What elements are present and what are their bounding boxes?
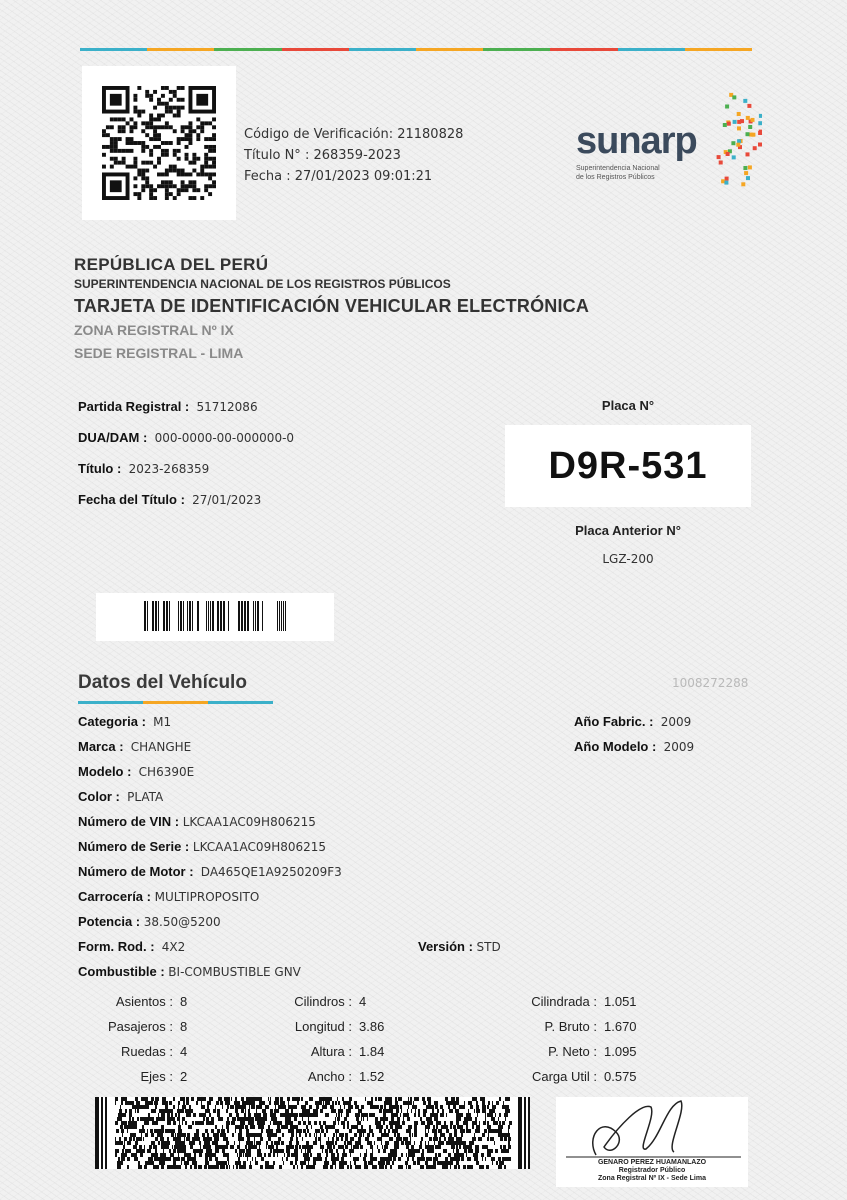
color-stripe — [349, 48, 416, 51]
titulo-value: 2023-268359 — [128, 462, 210, 476]
cilindros-value: 4 — [359, 994, 367, 1009]
header-color-rule — [80, 48, 752, 51]
categoria-label: Categoria : — [78, 714, 146, 729]
motor-label: Número de Motor : — [78, 864, 194, 879]
modelo-row — [78, 764, 194, 779]
barcode-box — [96, 593, 334, 641]
modelo-label: Modelo : — [78, 764, 132, 779]
pdf417-barcode-box — [95, 1097, 530, 1169]
ruedas-label: Ruedas : — [120, 1044, 173, 1059]
section-underline — [78, 701, 273, 704]
ancho-label: Ancho : — [307, 1069, 352, 1084]
color-stripe — [685, 48, 752, 51]
anio-modelo-value: 2009 — [663, 740, 695, 754]
carroceria-label: Carrocería : — [78, 889, 151, 904]
version-label: Versión : — [418, 939, 473, 954]
pasajeros-value: 8 — [180, 1019, 188, 1034]
categoria-row — [78, 714, 171, 729]
combustible-value: BI-COMBUSTIBLE GNV — [168, 965, 301, 979]
longitud-value: 3.86 — [359, 1019, 385, 1034]
asientos-value: 8 — [180, 994, 188, 1009]
color-stripe — [618, 48, 685, 51]
vin-row — [78, 814, 316, 829]
plate-box — [505, 425, 751, 507]
color-stripe — [416, 48, 483, 51]
document-id: 1008272288 — [672, 676, 749, 690]
modelo-value: CH6390E — [138, 765, 195, 779]
carga-util-value: 0.575 — [604, 1069, 637, 1084]
ancho-value: 1.52 — [359, 1069, 385, 1084]
color-stripe — [550, 48, 617, 51]
ejes-value: 2 — [180, 1069, 188, 1084]
vin-label: Número de VIN : — [78, 814, 180, 829]
title-number: Título N° : 268359-2023 — [244, 148, 401, 163]
color-stripe — [282, 48, 349, 51]
cilindrada-label: Cilindrada : — [531, 994, 597, 1009]
color-label: Color : — [78, 789, 120, 804]
marca-label: Marca : — [78, 739, 124, 754]
fecha-titulo-row — [78, 492, 261, 507]
signature-box — [556, 1097, 748, 1187]
logo-subtitle-line-1: Superintendencia Nacional — [576, 165, 660, 172]
signatory-block — [556, 1159, 748, 1183]
pneto-label: P. Neto : — [548, 1044, 597, 1059]
dua-row — [78, 430, 294, 445]
titulo-label: Título : — [78, 461, 122, 476]
seat-heading: SEDE REGISTRAL - LIMA — [74, 345, 244, 361]
altura-label: Altura : — [310, 1044, 352, 1059]
qr-code-icon — [102, 86, 216, 200]
issue-date: Fecha : 27/01/2023 09:01:21 — [244, 169, 433, 184]
vehicle-section-title: Datos del Vehículo — [78, 672, 247, 693]
zone-heading: ZONA REGISTRAL Nº IX — [74, 322, 234, 338]
motor-row — [78, 864, 342, 879]
altura-value: 1.84 — [359, 1044, 385, 1059]
republic-heading: REPÚBLICA DEL PERÚ — [74, 255, 269, 274]
asientos-label: Asientos : — [115, 994, 173, 1009]
vin-value: LKCAA1AC09H806215 — [182, 815, 316, 829]
pasajeros-label: Pasajeros : — [107, 1019, 173, 1034]
dua-value: 000-0000-00-000000-0 — [154, 431, 295, 445]
potencia-value: 38.50@5200 — [143, 915, 221, 929]
combustible-label: Combustible : — [78, 964, 165, 979]
motor-value: DA465QE1A9250209F3 — [200, 865, 342, 879]
dua-label: DUA/DAM : — [78, 430, 148, 445]
logo-wordmark: sunarp — [576, 120, 697, 162]
cilindrada-value: 1.051 — [604, 994, 637, 1009]
pbruto-value: 1.670 — [604, 1019, 637, 1034]
titulo-row — [78, 461, 209, 476]
logo-subtitle — [576, 164, 660, 182]
partida-row — [78, 399, 258, 414]
cilindros-label: Cilindros : — [294, 994, 352, 1009]
marca-value: CHANGHE — [130, 740, 192, 754]
verification-block — [244, 124, 463, 187]
anio-fabric-row — [574, 714, 691, 729]
color-stripe — [483, 48, 550, 51]
potencia-row — [78, 914, 221, 929]
ejes-label: Ejes : — [140, 1069, 173, 1084]
marca-row — [78, 739, 191, 754]
serie-row — [78, 839, 326, 854]
previous-plate-label: Placa Anterior N° — [575, 523, 681, 538]
serie-value: LKCAA1AC09H806215 — [192, 840, 327, 854]
plate-label: Placa N° — [601, 398, 655, 413]
previous-plate-value: LGZ-200 — [602, 552, 654, 566]
formrod-value: 4X2 — [161, 940, 186, 954]
combustible-row — [78, 964, 301, 979]
qr-code-box — [82, 66, 236, 220]
potencia-label: Potencia : — [78, 914, 141, 929]
sunarp-logo — [570, 82, 765, 192]
color-stripe — [147, 48, 214, 51]
card-title: TARJETA DE IDENTIFICACIÓN VEHICULAR ELECTRÓNICA — [74, 296, 590, 316]
partida-value: 51712086 — [196, 400, 258, 414]
version-value: STD — [476, 940, 501, 954]
pdf417-barcode-icon — [95, 1097, 530, 1169]
anio-modelo-label: Año Modelo : — [574, 739, 657, 754]
plate-number: D9R-531 — [548, 444, 708, 487]
barcode-icon — [144, 601, 286, 631]
color-stripe — [80, 48, 147, 51]
fecha-titulo-value: 27/01/2023 — [192, 493, 262, 507]
partida-label: Partida Registral : — [78, 399, 190, 414]
color-value: PLATA — [127, 790, 164, 804]
pbruto-label: P. Bruto : — [544, 1019, 597, 1034]
anio-modelo-row — [574, 739, 694, 754]
signatory-zone: Zona Registral Nº IX - Sede Lima — [598, 1175, 706, 1182]
serie-label: Número de Serie : — [78, 839, 190, 854]
ruedas-value: 4 — [180, 1044, 188, 1059]
carroceria-row — [78, 889, 259, 904]
categoria-value: M1 — [153, 715, 172, 729]
verification-code: Código de Verificación: 21180828 — [244, 127, 464, 142]
anio-fabric-value: 2009 — [660, 715, 692, 729]
handwritten-signature-icon — [556, 1097, 748, 1159]
color-row — [78, 789, 163, 804]
carga-util-label: Carga Util : — [531, 1069, 597, 1084]
formrod-label: Form. Rod. : — [78, 939, 155, 954]
carroceria-value: MULTIPROPOSITO — [154, 890, 260, 904]
version-row — [418, 939, 501, 954]
formrod-row — [78, 939, 185, 954]
superintendence-heading: SUPERINTENDENCIA NACIONAL DE LOS REGISTROS PÚBLICOS — [74, 277, 451, 291]
color-stripe — [214, 48, 281, 51]
signatory-name: GENARO PEREZ HUAMANLAZO — [597, 1159, 707, 1166]
logo-subtitle-line-2: de los Registros Públicos — [576, 174, 655, 181]
anio-fabric-label: Año Fabric. : — [574, 714, 654, 729]
pneto-value: 1.095 — [604, 1044, 637, 1059]
signatory-role: Registrador Público — [618, 1167, 686, 1174]
fecha-titulo-label: Fecha del Título : — [78, 492, 185, 507]
longitud-label: Longitud : — [294, 1019, 352, 1034]
